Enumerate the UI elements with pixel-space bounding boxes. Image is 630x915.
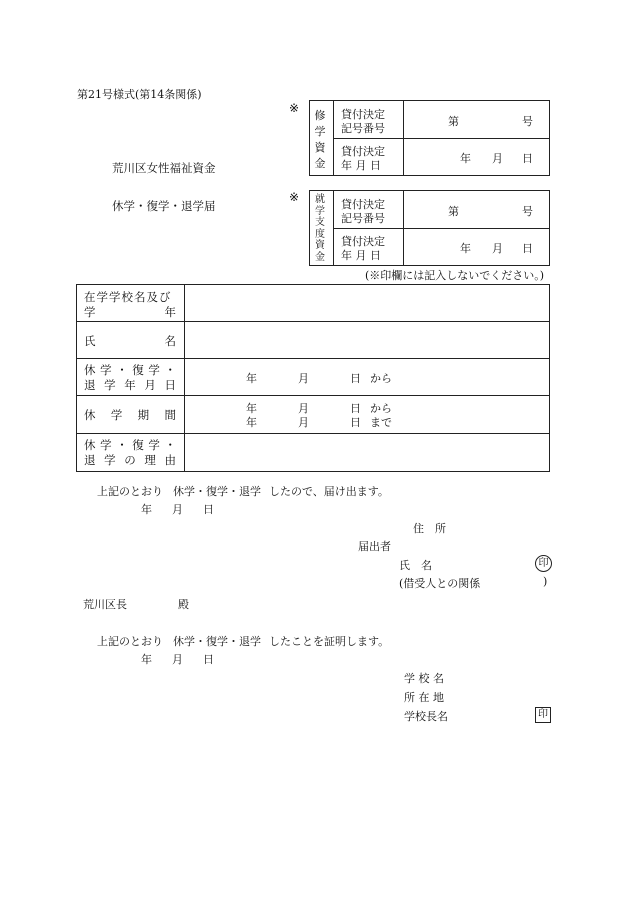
decision-date-label-b: 年 月 日	[341, 159, 381, 172]
decision-date-month: 月	[492, 242, 503, 255]
reason-label-b: 退 学 の 理 由	[84, 453, 176, 467]
relation-label: (借受人との関係	[399, 577, 481, 590]
period-start-month: 月	[298, 402, 309, 415]
fund-name: 荒川区女性福祉資金	[112, 161, 216, 175]
addressee-honorific: 殿	[178, 598, 189, 611]
official-use-mark: ※	[289, 190, 300, 204]
relation-close: )	[543, 575, 548, 588]
status-date-label-b: 退 学 年 月 日	[84, 378, 176, 392]
school-name-field[interactable]	[190, 292, 542, 314]
notice-date-month: 月	[172, 503, 183, 516]
reason-field[interactable]	[190, 440, 542, 466]
decision-number-suffix: 号	[522, 205, 533, 218]
seal-square-icon: 印	[535, 707, 551, 723]
leave-period-label: 休 学 期 間	[84, 408, 176, 422]
decision-date-day: 日	[522, 242, 533, 255]
period-start-day: 日	[350, 402, 361, 415]
certification-date-day: 日	[203, 653, 214, 666]
school-name-label: 在学学校名及び	[84, 290, 172, 304]
name-field[interactable]	[190, 328, 542, 350]
applicant-name-label: 氏 名	[399, 559, 432, 572]
address-label: 住 所	[413, 522, 446, 535]
status-date-from: から	[370, 372, 392, 385]
period-end-until: まで	[370, 416, 392, 429]
decision-number-prefix: 第	[448, 205, 459, 218]
school-name-sign-label: 学 校 名	[404, 672, 444, 685]
school-location-label: 所 在 地	[404, 691, 444, 704]
reason-label-a: 休 学 ・ 復 学 ・	[84, 438, 176, 452]
decision-number-label-b: 記号番号	[341, 212, 385, 225]
box-label-study: 修学資金	[314, 109, 326, 170]
stamp-note: (※印欄には記入しないでください。)	[365, 269, 545, 282]
status-date-month: 月	[298, 372, 309, 385]
decision-date-day: 日	[522, 152, 533, 165]
period-end-month: 月	[298, 416, 309, 429]
notice-text-a: 上記のとおり	[97, 485, 163, 498]
form-number: 第21号様式(第14条関係)	[77, 88, 202, 101]
decision-number-suffix: 号	[522, 115, 533, 128]
status-date-label-a: 休 学 ・ 復 学 ・	[84, 363, 176, 377]
decision-date-month: 月	[492, 152, 503, 165]
status-date-day: 日	[350, 372, 361, 385]
applicant-label: 届出者	[358, 540, 391, 553]
principal-name-label: 学校長名	[404, 710, 448, 723]
form-title: 休学・復学・退学届	[112, 199, 216, 213]
addressee: 荒川区長	[83, 598, 127, 611]
certification-date-month: 月	[172, 653, 183, 666]
period-start-from: から	[370, 402, 392, 415]
certification-text-a: 上記のとおり	[97, 635, 163, 648]
box-label-preparation: 就学支度資金	[315, 194, 325, 263]
decision-date-year: 年	[460, 242, 471, 255]
decision-number-label-b: 記号番号	[341, 122, 385, 135]
decision-number-label-a: 貸付決定	[341, 198, 385, 211]
decision-date-label-a: 貸付決定	[341, 235, 385, 248]
decision-date-year: 年	[460, 152, 471, 165]
seal-circle-icon: 印	[535, 555, 552, 572]
decision-number-prefix: 第	[448, 115, 459, 128]
certification-text-c: したことを証明します。	[269, 635, 390, 648]
decision-date-label-a: 貸付決定	[341, 145, 385, 158]
notice-date-day: 日	[203, 503, 214, 516]
notice-text-c: したので、届け出ます。	[269, 485, 389, 498]
certification-date-year: 年	[141, 653, 152, 666]
decision-number-label-a: 貸付決定	[341, 108, 385, 121]
decision-date-label-b: 年 月 日	[341, 249, 381, 262]
notice-date-year: 年	[141, 503, 152, 516]
period-start-year: 年	[246, 402, 257, 415]
period-end-day: 日	[350, 416, 361, 429]
period-end-year: 年	[246, 416, 257, 429]
certification-text-b: 休学・復学・退学	[173, 635, 261, 648]
notice-text-b: 休学・復学・退学	[173, 485, 261, 498]
status-date-year: 年	[246, 372, 257, 385]
official-use-mark: ※	[289, 101, 300, 115]
grade-label: 学 年	[84, 305, 176, 319]
name-label: 氏 名	[84, 334, 176, 348]
